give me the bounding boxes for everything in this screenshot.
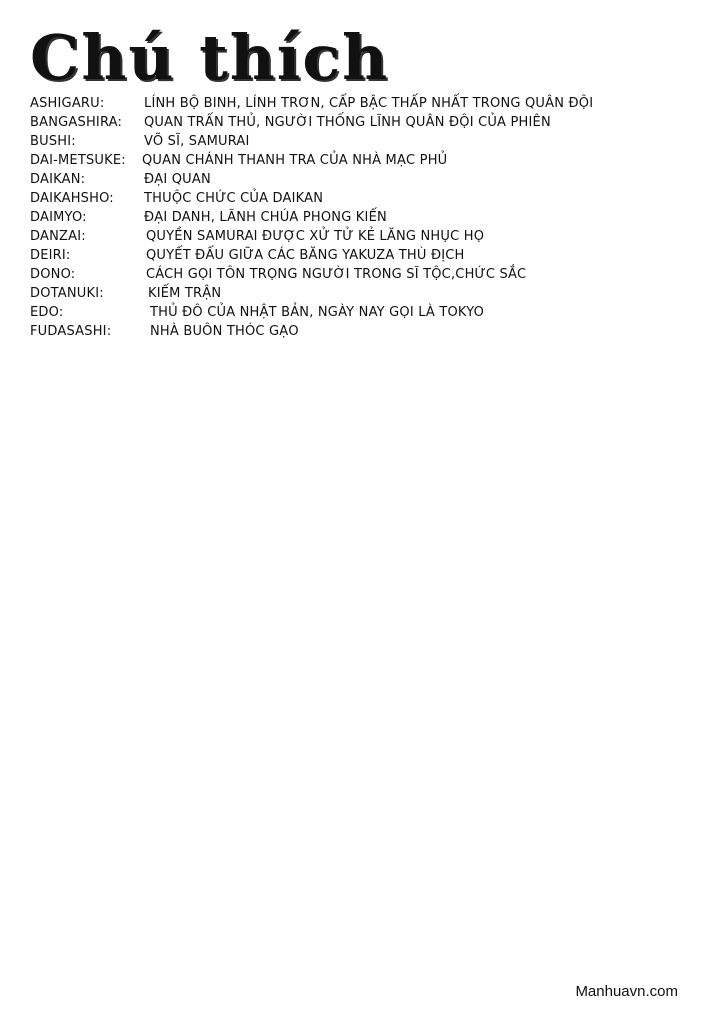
glossary-definition: VÕ SĨ, SAMURAI: [144, 134, 250, 149]
page-title: Chú thích: [30, 21, 390, 94]
glossary-definition: QUAN TRẤN THỦ, NGƯỜI THỐNG LĨNH QUÂN ĐỘI CỦA PHIÊN: [144, 115, 551, 130]
glossary-definition: KIẾM TRẬN: [148, 286, 222, 301]
glossary-definition: QUYỀN SAMURAI ĐƯỢC XỬ TỬ KẺ LĂNG NHỤC HỌ: [146, 229, 485, 244]
glossary-term: DAI-METSUKE:: [30, 153, 126, 168]
glossary-term: DONO:: [30, 267, 76, 282]
glossary-term: ASHIGARU:: [30, 96, 105, 111]
glossary-definition: NHÀ BUÔN THÓC GẠO: [150, 324, 299, 339]
glossary-definition: ĐẠI QUAN: [144, 172, 211, 187]
glossary-definition: CÁCH GỌI TÔN TRỌNG NGƯỜI TRONG SĨ TỘC,CHỨC SẮC: [146, 267, 527, 282]
glossary-term: FUDASASHI:: [30, 324, 112, 339]
glossary-term: BUSHI:: [30, 134, 76, 149]
glossary-term: DEIRI:: [30, 248, 71, 263]
glossary-definition: ĐẠI DANH, LÃNH CHÚA PHONG KIẾN: [144, 210, 387, 225]
glossary-definition: THỦ ĐÔ CỦA NHẬT BẢN, NGÀY NAY GỌI LÀ TOKYO: [150, 305, 485, 320]
glossary-term: BANGASHIRA:: [30, 115, 123, 130]
glossary-term: EDO:: [30, 305, 64, 320]
glossary-term: DANZAI:: [30, 229, 86, 244]
watermark-text: Manhuavn.com: [575, 983, 678, 1000]
glossary-definition: QUYẾT ĐẤU GIỮA CÁC BĂNG YAKUZA THÙ ĐỊCH: [146, 248, 465, 263]
glossary-term: DAIKAHSHO:: [30, 191, 114, 206]
glossary-term: DOTANUKI:: [30, 286, 104, 301]
glossary-term: DAIKAN:: [30, 172, 86, 187]
glossary-term: DAIMYO:: [30, 210, 87, 225]
glossary-definition: QUAN CHÁNH THANH TRA CỦA NHÀ MẠC PHỦ: [142, 153, 448, 168]
glossary-definition: LÍNH BỘ BINH, LÍNH TRƠN, CẤP BẬC THẤP NHẤT TRONG QUÂN ĐỘI: [144, 96, 594, 111]
glossary-definition: THUỘC CHỨC CỦA DAIKAN: [144, 191, 324, 206]
